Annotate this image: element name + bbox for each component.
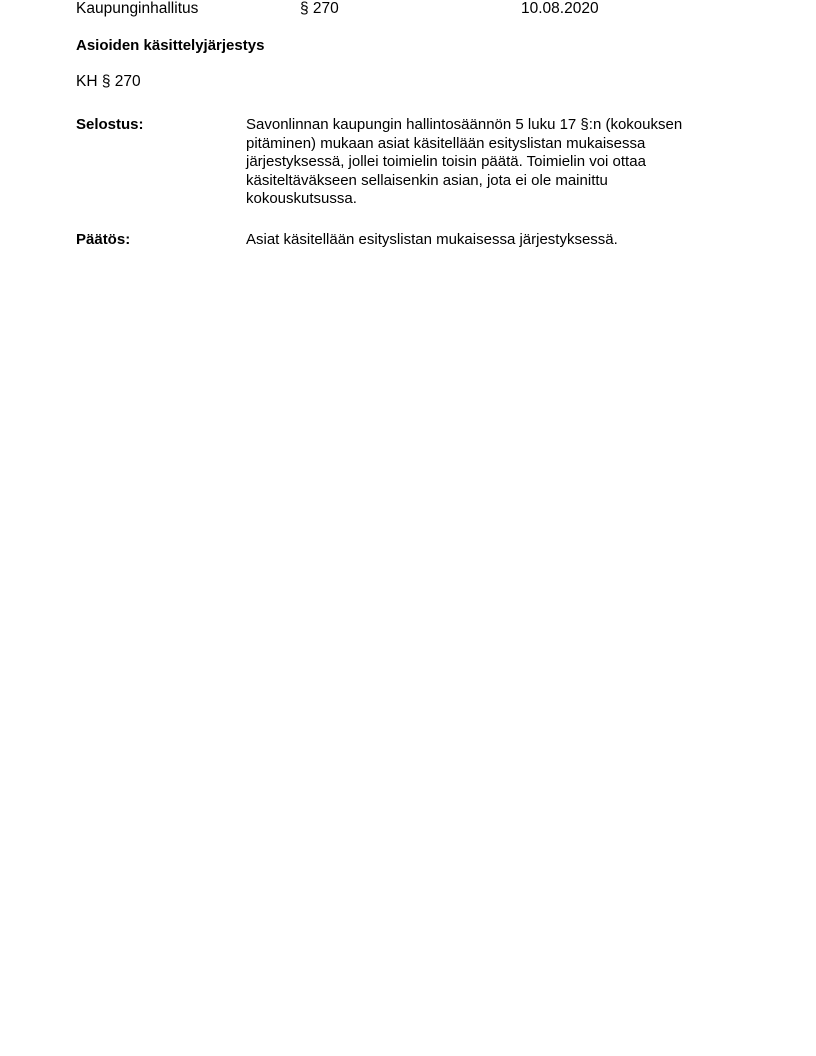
paatos-text: Asiat käsitellään esityslistan mukaisessa järjestyksessä. — [246, 231, 618, 248]
selostus-section — [76, 116, 736, 216]
selostus-text — [246, 116, 726, 209]
paatos-section — [76, 231, 736, 255]
case-reference: KH § 270 — [76, 73, 141, 90]
selostus-line: järjestyksessä, jollei toimielin toisin päätä. Toimielin voi ottaa — [246, 153, 646, 170]
selostus-line: käsiteltäväkseen sellaisenkin asian, jota ei ole mainittu — [246, 171, 608, 189]
body-name: Kaupunginhallitus — [76, 0, 199, 17]
selostus-label: Selostus: — [76, 116, 144, 133]
item-title: Asioiden käsittelyjärjestys — [76, 37, 265, 54]
meeting-date: 10.08.2020 — [521, 0, 599, 17]
document-header — [76, 0, 776, 20]
section-number: § 270 — [300, 0, 339, 17]
selostus-line: kokouskutsussa. — [246, 190, 357, 207]
paatos-label: Päätös: — [76, 231, 131, 248]
selostus-line: Savonlinnan kaupungin hallintosäännön 5 luku 17 §:n (kokouksen — [246, 116, 683, 133]
selostus-line: pitäminen) mukaan asiat käsitellään esityslistan mukaisessa — [246, 134, 646, 152]
